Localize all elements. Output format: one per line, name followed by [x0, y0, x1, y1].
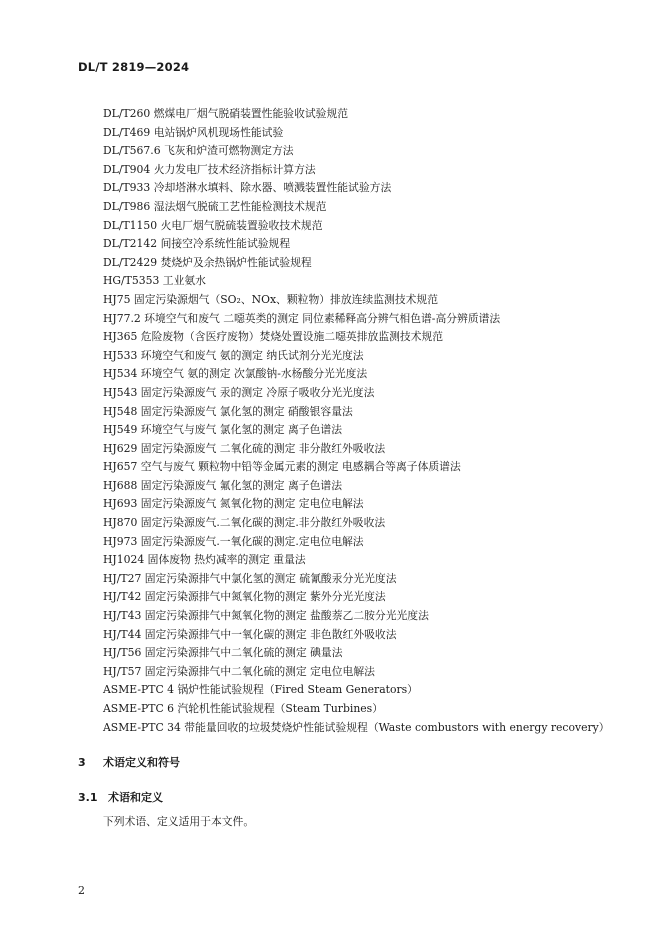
reference-item: DL/T260 燃煤电厂烟气脱硝装置性能验收试验规范: [103, 107, 349, 120]
reference-item: DL/T2142 间接空冷系统性能试验规程: [103, 237, 291, 251]
document-id-header: DL/T 2819—2024: [78, 60, 190, 74]
reference-item: DL/T567.6 飞灰和炉渣可燃物测定方法: [103, 144, 294, 158]
reference-item: HJ973 固定污染源废气.一氧化碳的测定.定电位电解法: [103, 534, 364, 548]
reference-item: HJ/T42 固定污染源排气中氮氧化物的测定 紫外分光光度法: [103, 590, 386, 604]
reference-item: DL/T904 火力发电厂技术经济指标计算方法: [103, 162, 316, 176]
reference-item: HJ/T57 固定污染源排气中二氧化硫的测定 定电位电解法: [103, 664, 375, 678]
normative-references-list: [103, 105, 622, 737]
reference-item: DL/T933 冷却塔淋水填料、除水器、喷溅装置性能试验方法: [103, 181, 392, 195]
section-number: 3.1: [78, 791, 98, 804]
reference-item: HJ870 固定污染源废气.二氧化碳的测定.非分散红外吸收法: [103, 516, 386, 530]
reference-item: HJ549 环境空气与废气 氯化氢的测定 离子色谱法: [103, 423, 342, 437]
reference-item: ASME-PTC 34 带能量回收的垃圾焚烧炉性能试验规程（Waste combustors with energy recovery）: [103, 720, 610, 734]
reference-item: HJ657 空气与废气 颗粒物中铅等金属元素的测定 电感耦合等离子体质谱法: [103, 460, 461, 474]
section-3-1-heading: [78, 789, 163, 805]
reference-item: HG/T5353 工业氨水: [103, 274, 206, 288]
reference-item: HJ629 固定污染源废气 二氧化硫的测定 非分散红外吸收法: [103, 441, 386, 455]
reference-item: HJ/T43 固定污染源排气中氮氧化物的测定 盐酸萘乙二胺分光光度法: [103, 609, 429, 623]
reference-item: HJ77.2 环境空气和废气 二噁英类的测定 同位素稀释高分辨气相色谱-高分辨质谱法: [103, 311, 501, 325]
reference-item: DL/T2429 焚烧炉及余热锅炉性能试验规程: [103, 255, 312, 269]
section-3-heading: [78, 754, 180, 770]
section-title: 术语和定义: [108, 791, 163, 804]
reference-item: HJ543 固定污染源废气 汞的测定 冷原子吸收分光光度法: [103, 385, 375, 399]
reference-item: DL/T1150 火电厂烟气脱硫装置验收技术规范: [103, 218, 323, 232]
section-title: 术语定义和符号: [103, 756, 180, 769]
reference-item: HJ688 固定污染源废气 氟化氢的测定 离子色谱法: [103, 478, 342, 492]
page-number: 2: [78, 884, 85, 897]
reference-item: HJ75 固定污染源烟气（SO₂、NOx、颗粒物）排放连续监测技术规范: [103, 292, 439, 306]
reference-item: HJ533 环境空气和废气 氨的测定 纳氏试剂分光光度法: [103, 348, 364, 362]
reference-item: ASME-PTC 4 锅炉性能试验规程（Fired Steam Generators）: [103, 683, 418, 697]
reference-item: HJ365 危险废物（含医疗废物）焚烧处置设施二噁英排放监测技术规范: [103, 330, 444, 344]
reference-item: HJ534 环境空气 氨的测定 次氯酸钠-水杨酸分光光度法: [103, 367, 368, 381]
body-paragraph: 下列术语、定义适用于本文件。: [103, 815, 255, 828]
reference-item: HJ/T44 固定污染源排气中一氧化碳的测定 非色散红外吸收法: [103, 627, 397, 641]
reference-item: HJ693 固定污染源废气 氮氧化物的测定 定电位电解法: [103, 497, 364, 511]
section-number: 3: [78, 756, 86, 769]
reference-item: HJ548 固定污染源废气 氯化氢的测定 硝酸银容量法: [103, 404, 353, 418]
reference-item: HJ1024 固体废物 热灼减率的测定 重量法: [103, 553, 306, 567]
reference-item: HJ/T27 固定污染源排气中氯化氢的测定 硫氰酸汞分光光度法: [103, 571, 397, 585]
reference-item: ASME-PTC 6 汽轮机性能试验规程（Steam Turbines）: [103, 702, 384, 715]
reference-item: DL/T469 电站锅炉风机现场性能试验: [103, 125, 284, 139]
reference-item: DL/T986 湿法烟气脱硫工艺性能检测技术规范: [103, 199, 327, 213]
reference-item: HJ/T56 固定污染源排气中二氧化硫的测定 碘量法: [103, 646, 343, 660]
